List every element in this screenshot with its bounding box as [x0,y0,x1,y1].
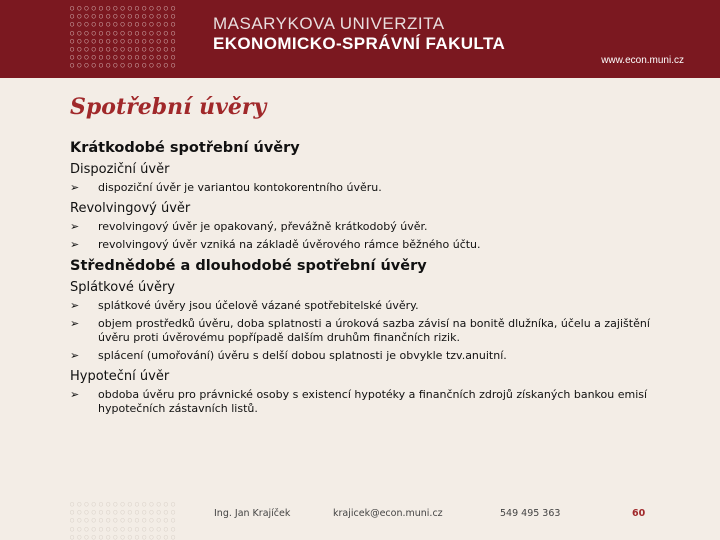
list-item-text: obdoba úvěru pro právnické osoby s existencí hypotéky a finančních zdrojů získaných bankou emisí hypotečních zástavních listů. [98,388,648,415]
slide-content [70,140,685,420]
arrow-bullet-icon: ➢ [70,220,80,233]
list-item [70,299,685,313]
bullet-list [70,388,685,416]
list-item [70,181,685,195]
arrow-bullet-icon: ➢ [70,388,80,401]
arrow-bullet-icon: ➢ [70,181,80,194]
arrow-bullet-icon: ➢ [70,238,80,251]
university-logo-pattern: ○○○○○○○○○○○○○○○ ○○○○○○○○○○○○○○○ ○○○○○○○○○○○○○○○ ○○○○○○○○○○○○○○○ ○○○○○○○○○○○○○○○ ○○○○○○○○○○○○○○○ ○○○○○○○○○○○○○○○ ○○○○○○○○○○○○○○○ [70,4,179,70]
page-number: 60 [632,508,646,519]
subheading-dispozicni: Dispoziční úvěr [70,162,170,177]
list-item [70,238,685,252]
arrow-bullet-icon: ➢ [70,349,80,362]
bullet-list [70,181,685,195]
list-item-text: objem prostředků úvěru, doba splatnosti a úroková sazba závisí na bonitě dlužníka, účelu a zajištění úvěru proti úvěrovému popřípadě dalším druhům finančních rizik. [98,317,650,344]
list-item-text: dispoziční úvěr je variantou kontokorentního úvěru. [98,181,382,194]
list-item-text: splácení (umořování) úvěru s delší dobou splatnosti je obvykle tzv.anuitní. [98,349,507,362]
footer-phone: 549 495 363 [500,508,561,519]
header-bar [0,0,720,78]
arrow-bullet-icon: ➢ [70,299,80,312]
arrow-bullet-icon: ➢ [70,317,80,330]
list-item-text: revolvingový úvěr vzniká na základě úvěrového rámce běžného účtu. [98,238,481,251]
list-item [70,388,685,416]
website-link[interactable]: www.econ.muni.cz [601,55,684,66]
subheading-revolving: Revolvingový úvěr [70,201,191,216]
list-item-text: splátkové úvěry jsou účelově vázané spotřebitelské úvěry. [98,299,419,312]
subheading-hypotecni: Hypoteční úvěr [70,369,170,384]
section-heading-short-term: Krátkodobé spotřební úvěry [70,140,300,156]
faculty-name: EKONOMICKO-SPRÁVNÍ FAKULTA [213,34,506,53]
list-item [70,349,685,363]
footer-author: Ing. Jan Krajíček [214,508,291,519]
subheading-splatkove: Splátkové úvěry [70,280,175,295]
footer-logo-pattern: ○○○○○○○○○○○○○○○ ○○○○○○○○○○○○○○○ ○○○○○○○○○○○○○○○ ○○○○○○○○○○○○○○○ ○○○○○○○○○○○○○○○ [70,500,179,540]
slide-title: Spotřební úvěry [70,94,267,120]
bullet-list [70,220,685,252]
list-item [70,317,685,345]
footer-email[interactable]: krajicek@econ.muni.cz [333,508,443,519]
university-name: MASARYKOVA UNIVERZITA [213,14,445,33]
section-heading-long-term: Střednědobé a dlouhodobé spotřební úvěry [70,258,427,274]
list-item [70,220,685,234]
list-item-text: revolvingový úvěr je opakovaný, převážně krátkodobý úvěr. [98,220,428,233]
bullet-list [70,299,685,363]
